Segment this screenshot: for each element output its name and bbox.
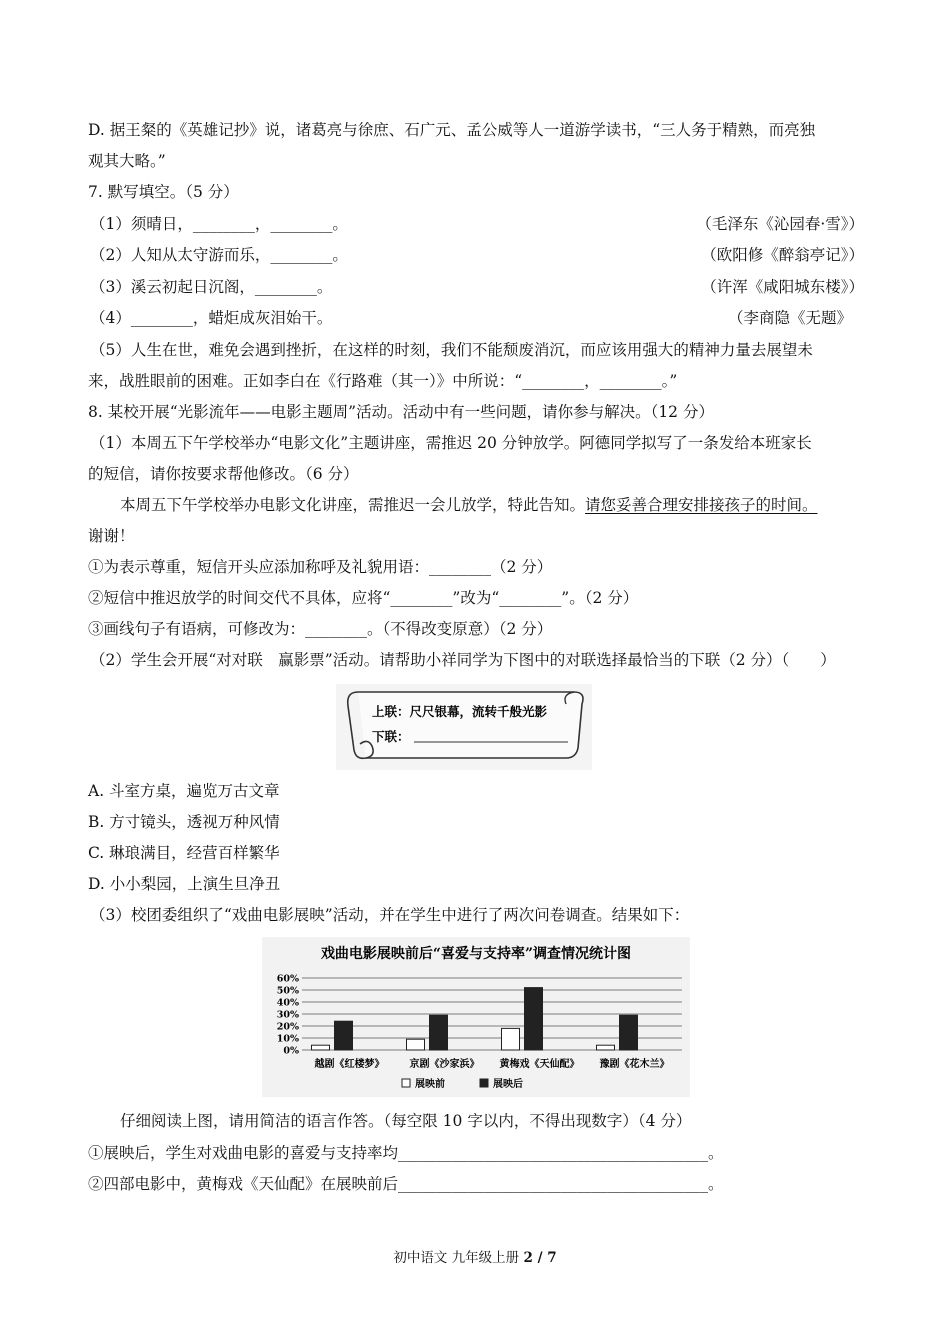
- bar-after: [430, 1015, 448, 1050]
- page-number: 2 / 7: [523, 1250, 557, 1266]
- x-tick-label: 京剧《沙家浜》: [409, 1059, 480, 1070]
- option-b: B. 方寸镜头，透视万种风情: [88, 813, 280, 831]
- bar-after: [525, 988, 543, 1050]
- q7-item-3: （3）溪云初起日沉阁，________。: [90, 278, 333, 296]
- legend-label: 展映前: [415, 1079, 445, 1090]
- y-tick-label: 0%: [283, 1045, 299, 1057]
- x-tick-label: 越剧《红楼梦》: [314, 1059, 385, 1070]
- footer-text: 初中语文 九年级上册: [393, 1250, 524, 1266]
- q7-source-4: （李商隐《无题》: [727, 309, 852, 327]
- option-d-line1: D. 据王粲的《英雄记抄》说，诸葛亮与徐庶、石广元、孟公威等人一道游学读书，“三人务于精熟，而亮独: [88, 121, 816, 139]
- sms-thanks: 谢谢！: [88, 527, 135, 545]
- q8-title: 8. 某校开展“光影流年——电影主题周”活动。活动中有一些问题，请你参与解决。（12 分）: [88, 403, 714, 421]
- y-tick-label: 30%: [276, 1009, 299, 1021]
- sms-underlined-sentence: 请您妥善合理安排接孩子的时间。: [585, 496, 818, 514]
- q7-item-5-line1: （5）人生在世，难免会遇到挫折，在这样的时刻，我们不能颓废消沉，而应该用强大的精神力量去展望未: [90, 341, 813, 359]
- bar-after: [620, 1015, 638, 1050]
- page-footer: [0, 1246, 950, 1266]
- q8-part1-line2: 的短信，请你按要求帮他修改。（6 分）: [88, 465, 359, 483]
- option-c: C. 琳琅满目，经营百样繁华: [88, 844, 280, 862]
- q8-sub-2: ②短信中推迟放学的时间交代不具体，应将“________”改为“________”。（2 分）: [88, 589, 639, 607]
- option-a: A. 斗室方桌，遍览万古文章: [88, 782, 280, 800]
- x-tick-label: 豫剧《花木兰》: [599, 1059, 670, 1070]
- legend-label: 展映后: [493, 1079, 523, 1090]
- y-tick-label: 40%: [276, 997, 299, 1009]
- q7-source-2: （欧阳修《醉翁亭记》）: [701, 246, 864, 264]
- q8-sub-1: ①为表示尊重，短信开头应添加称呼及礼貌用语：________（2 分）: [88, 558, 553, 576]
- chart-title: 戏曲电影展映前后“喜爱与支持率”调查情况统计图: [320, 946, 632, 962]
- q8-part2: （2）学生会开展“对对联 赢影票”活动。请帮助小祥同学为下图中的对联选择最恰当的下联（2 分）（ ）: [90, 651, 836, 669]
- bar-before: [597, 1045, 615, 1050]
- y-tick-label: 50%: [276, 985, 299, 997]
- sms-text: [120, 495, 818, 515]
- bar-chart: [262, 937, 690, 1097]
- bar-after: [335, 1021, 353, 1050]
- y-tick-label: 20%: [276, 1021, 299, 1033]
- fill-blank-1: ①展映后，学生对戏曲电影的喜爱与支持率均________________________________________。: [88, 1144, 724, 1162]
- q7-item-1: （1）须晴日，________，________。: [90, 215, 348, 233]
- q8-part1-line1: （1）本周五下午学校举办“电影文化”主题讲座，需推迟 20 分钟放学。阿德同学拟写了一条发给本班家长: [90, 434, 812, 452]
- legend-swatch: [402, 1079, 410, 1087]
- bar-before: [312, 1045, 330, 1050]
- q7-item-4: （4）________，蜡炬成灰泪始干。: [90, 309, 333, 327]
- y-tick-label: 10%: [276, 1033, 299, 1045]
- sms-body: 本周五下午学校举办电影文化讲座，需推迟一会儿放学，特此告知。: [120, 496, 586, 514]
- scroll-lower-label: 下联：: [372, 729, 410, 744]
- q8-sub-3: ③画线句子有语病，可修改为：________。（不得改变原意）（2 分）: [88, 620, 553, 638]
- q7-title: 7. 默写填空。（5 分）: [88, 183, 239, 201]
- q7-item-2: （2）人知从太守游而乐，________。: [90, 246, 348, 264]
- bar-before: [502, 1028, 520, 1050]
- q7-source-1: （毛泽东《沁园春·雪》）: [696, 215, 864, 233]
- after-chart-instruction: 仔细阅读上图，请用简洁的语言作答。（每空限 10 字以内，不得出现数字）（4 分）: [120, 1112, 692, 1130]
- couplet-scroll: [336, 684, 592, 770]
- y-tick-label: 60%: [276, 973, 299, 985]
- legend-swatch: [480, 1079, 488, 1087]
- option-d-line2: 观其大略。”: [88, 152, 166, 170]
- q7-item-5-line2: 来，战胜眼前的困难。正如李白在《行路难（其一）》中所说：“________，________。”: [88, 372, 678, 390]
- x-tick-label: 黄梅戏《天仙配》: [499, 1059, 580, 1070]
- bar-before: [407, 1039, 425, 1050]
- q8-part3: （3）校团委组织了“戏曲电影展映”活动，并在学生中进行了两次问卷调查。结果如下：: [90, 906, 690, 924]
- q7-source-3: （许浑《咸阳城东楼》）: [701, 278, 864, 296]
- option-d: D. 小小梨园，上演生旦净丑: [88, 875, 281, 893]
- scroll-upper-couplet: 上联：尺尺银幕，流转千般光影: [372, 704, 548, 719]
- fill-blank-2: ②四部电影中，黄梅戏《天仙配》在展映前后________________________________________。: [88, 1175, 724, 1193]
